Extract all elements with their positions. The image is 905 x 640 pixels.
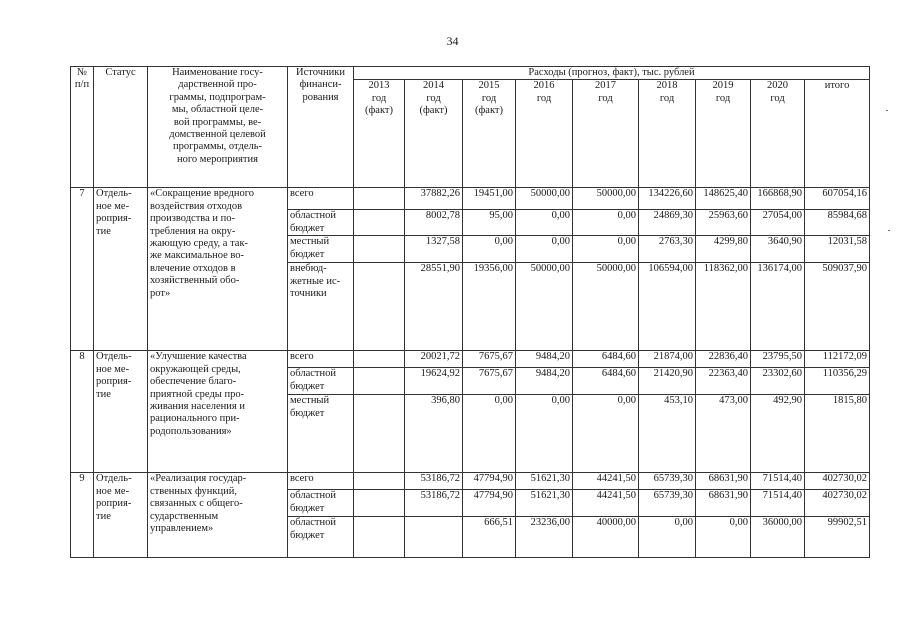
- year-value: 136174,00: [751, 263, 805, 351]
- year-value: 53186,72: [405, 473, 463, 490]
- year-value: 23795,50: [751, 351, 805, 368]
- header-total: итого: [805, 80, 870, 188]
- total-value: 402730,02: [805, 490, 870, 517]
- year-value: 0,00: [696, 517, 751, 558]
- header-year: 2014 год (факт): [405, 80, 463, 188]
- year-value: [354, 490, 405, 517]
- total-value: 12031,58: [805, 236, 870, 263]
- year-value: 3640,90: [751, 236, 805, 263]
- year-value: 166868,90: [751, 188, 805, 210]
- year-value: 0,00: [516, 210, 573, 236]
- year-value: [354, 188, 405, 210]
- year-value: 50000,00: [573, 188, 639, 210]
- year-value: 40000,00: [573, 517, 639, 558]
- total-value: 509037,90: [805, 263, 870, 351]
- year-value: 44241,50: [573, 490, 639, 517]
- year-value: 20021,72: [405, 351, 463, 368]
- item-number: 7: [71, 188, 94, 351]
- year-value: 396,80: [405, 395, 463, 473]
- year-value: 148625,40: [696, 188, 751, 210]
- funding-source: областной бюджет: [288, 490, 354, 517]
- item-name: «Реализация государ- ственных функций, связанных с общего- сударственным управлением»: [148, 473, 288, 558]
- year-value: 53186,72: [405, 490, 463, 517]
- header-year: 2013 год (факт): [354, 80, 405, 188]
- year-value: [354, 473, 405, 490]
- year-value: 19624,92: [405, 368, 463, 395]
- total-value: 402730,02: [805, 473, 870, 490]
- year-value: 0,00: [516, 236, 573, 263]
- year-value: 65739,30: [639, 473, 696, 490]
- year-value: 106594,00: [639, 263, 696, 351]
- header-no: № п/п: [71, 67, 94, 188]
- year-value: 0,00: [573, 236, 639, 263]
- year-value: 9484,20: [516, 351, 573, 368]
- year-value: 6484,60: [573, 351, 639, 368]
- year-value: 22363,40: [696, 368, 751, 395]
- funding-source: местный бюджет: [288, 236, 354, 263]
- page-number: 34: [446, 34, 459, 48]
- budget-table: [70, 66, 870, 558]
- table-row: [71, 351, 870, 368]
- year-value: 0,00: [573, 210, 639, 236]
- total-value: 85984,68: [805, 210, 870, 236]
- header-year: 2018 год: [639, 80, 696, 188]
- year-value: 47794,90: [463, 473, 516, 490]
- year-value: 0,00: [639, 517, 696, 558]
- header-year: 2020 год: [751, 80, 805, 188]
- scan-speck: [886, 110, 888, 111]
- funding-source: внебюд- жетные ис- точники: [288, 263, 354, 351]
- year-value: 68631,90: [696, 490, 751, 517]
- year-value: 50000,00: [573, 263, 639, 351]
- year-value: 7675,67: [463, 351, 516, 368]
- funding-source: всего: [288, 473, 354, 490]
- funding-source: областной бюджет: [288, 517, 354, 558]
- year-value: 25963,60: [696, 210, 751, 236]
- year-value: 118362,00: [696, 263, 751, 351]
- year-value: 492,90: [751, 395, 805, 473]
- funding-source: местный бюджет: [288, 395, 354, 473]
- year-value: [354, 236, 405, 263]
- total-value: 607054,16: [805, 188, 870, 210]
- header-expenses: Расходы (прогноз, факт), тыс. рублей: [354, 67, 870, 80]
- year-value: 666,51: [463, 517, 516, 558]
- scan-speck: [888, 230, 890, 231]
- year-value: 473,00: [696, 395, 751, 473]
- year-value: 0,00: [463, 395, 516, 473]
- year-value: 95,00: [463, 210, 516, 236]
- year-value: 1327,58: [405, 236, 463, 263]
- year-value: 0,00: [573, 395, 639, 473]
- year-value: 22836,40: [696, 351, 751, 368]
- table-row: [71, 188, 870, 210]
- header-status: Статус: [94, 67, 148, 188]
- item-number: 9: [71, 473, 94, 558]
- header-year: 2019 год: [696, 80, 751, 188]
- year-value: 0,00: [516, 395, 573, 473]
- year-value: 6484,60: [573, 368, 639, 395]
- item-status: Отдель- ное ме- роприя- тие: [94, 188, 148, 351]
- year-value: [354, 263, 405, 351]
- year-value: 23302,60: [751, 368, 805, 395]
- year-value: 50000,00: [516, 188, 573, 210]
- total-value: 99902,51: [805, 517, 870, 558]
- funding-source: областной бюджет: [288, 210, 354, 236]
- year-value: 36000,00: [751, 517, 805, 558]
- header-year: 2015 год (факт): [463, 80, 516, 188]
- year-value: 19451,00: [463, 188, 516, 210]
- header-row-1: [71, 67, 870, 80]
- item-number: 8: [71, 351, 94, 473]
- year-value: 134226,60: [639, 188, 696, 210]
- total-value: 112172,09: [805, 351, 870, 368]
- funding-source: всего: [288, 188, 354, 210]
- year-value: 44241,50: [573, 473, 639, 490]
- year-value: 71514,40: [751, 473, 805, 490]
- year-value: 0,00: [463, 236, 516, 263]
- total-value: 1815,80: [805, 395, 870, 473]
- year-value: [354, 517, 405, 558]
- item-name: «Улучшение качества окружающей среды, обеспечение благо- приятной среды про- живания населения и рационального при- родопользования»: [148, 351, 288, 473]
- item-name: «Сокращение вредного воздействия отходов производства и по- требления на окру- жающую среду, а так- же максимальное во- влечение отходов в хозяйственный обо- рот»: [148, 188, 288, 351]
- year-value: [354, 210, 405, 236]
- year-value: [354, 395, 405, 473]
- year-value: 24869,30: [639, 210, 696, 236]
- year-value: 9484,20: [516, 368, 573, 395]
- year-value: [354, 351, 405, 368]
- year-value: 27054,00: [751, 210, 805, 236]
- table-row: [71, 473, 870, 490]
- header-year: 2017 год: [573, 80, 639, 188]
- year-value: 71514,40: [751, 490, 805, 517]
- year-value: 47794,90: [463, 490, 516, 517]
- year-value: 68631,90: [696, 473, 751, 490]
- year-value: 51621,30: [516, 490, 573, 517]
- total-value: 110356,29: [805, 368, 870, 395]
- funding-source: областной бюджет: [288, 368, 354, 395]
- year-value: 50000,00: [516, 263, 573, 351]
- year-value: 65739,30: [639, 490, 696, 517]
- header-name: Наименование госу- дарственной про- граммы, подпрограм- мы, областной целе- вой программы, ве- домственной целевой программы, отдель- ного мероприятия: [148, 67, 288, 188]
- year-value: 23236,00: [516, 517, 573, 558]
- item-status: Отдель- ное ме- роприя- тие: [94, 473, 148, 558]
- year-value: 19356,00: [463, 263, 516, 351]
- year-value: 28551,90: [405, 263, 463, 351]
- header-sources: Источники финанси- рования: [288, 67, 354, 188]
- item-status: Отдель- ное ме- роприя- тие: [94, 351, 148, 473]
- year-value: 21874,00: [639, 351, 696, 368]
- year-value: 37882,26: [405, 188, 463, 210]
- year-value: 7675,67: [463, 368, 516, 395]
- year-value: [405, 517, 463, 558]
- year-value: 8002,78: [405, 210, 463, 236]
- year-value: 4299,80: [696, 236, 751, 263]
- year-value: 51621,30: [516, 473, 573, 490]
- funding-source: всего: [288, 351, 354, 368]
- year-value: 21420,90: [639, 368, 696, 395]
- year-value: [354, 368, 405, 395]
- header-year: 2016 год: [516, 80, 573, 188]
- year-value: 453,10: [639, 395, 696, 473]
- year-value: 2763,30: [639, 236, 696, 263]
